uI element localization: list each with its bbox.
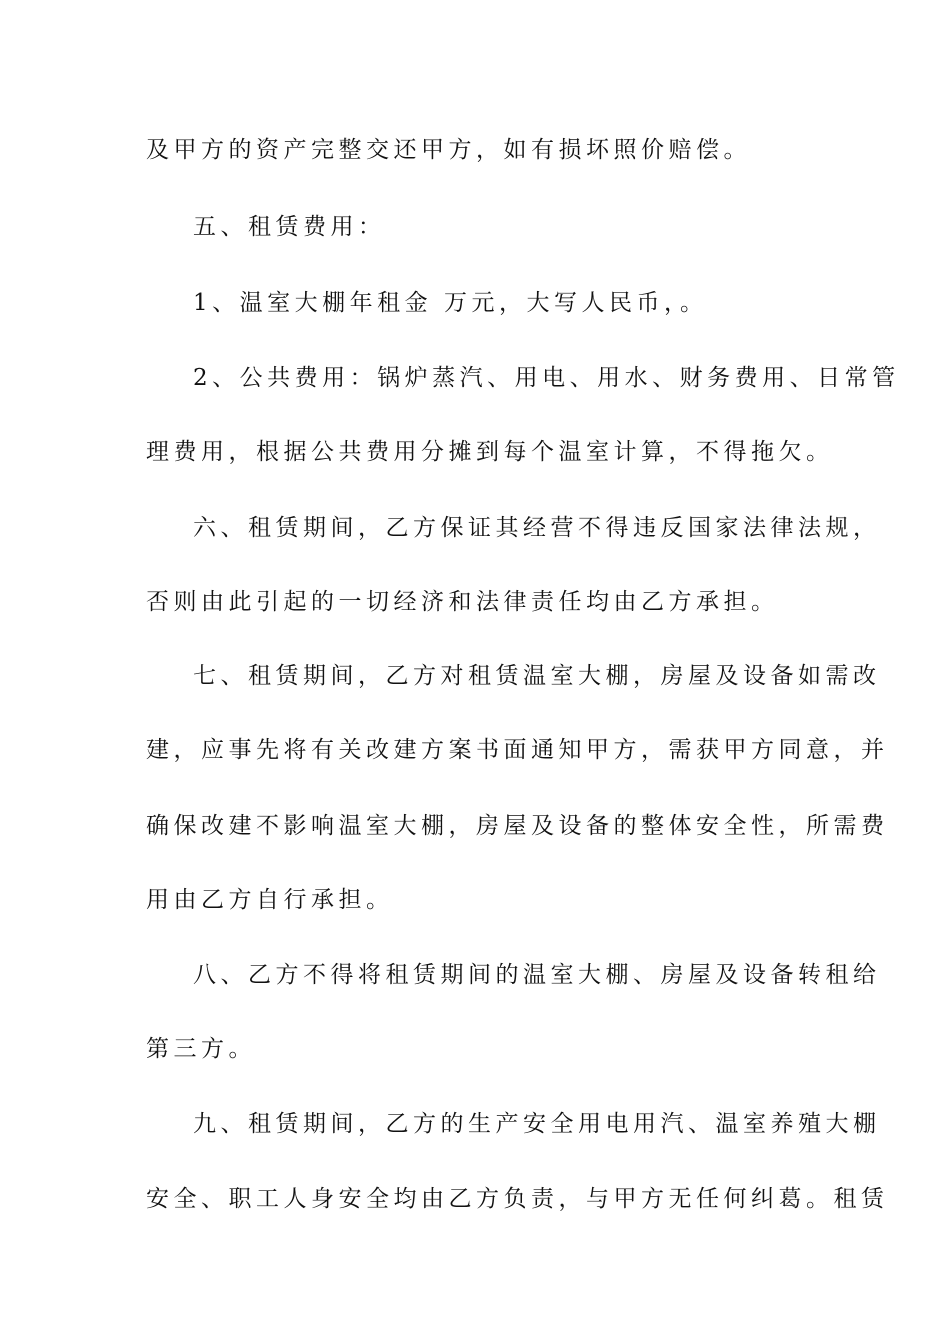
paragraph-line: 第三方。	[146, 1036, 256, 1062]
paragraph-line: 八、乙方不得将租赁期间的温室大棚、房屋及设备转租给	[193, 962, 881, 988]
paragraph-line: 七、租赁期间，乙方对租赁温室大棚，房屋及设备如需改	[193, 663, 881, 689]
paragraph-line: 1、温室大棚年租金 万元，大写人民币，。	[193, 290, 708, 316]
paragraph-line: 九、租赁期间，乙方的生产安全用电用汽、温室养殖大棚	[193, 1111, 881, 1137]
paragraph-line: 否则由此引起的一切经济和法律责任均由乙方承担。	[146, 589, 779, 615]
paragraph-line: 确保改建不影响温室大棚，房屋及设备的整体安全性，所需费	[146, 813, 889, 839]
paragraph-line: 六、租赁期间，乙方保证其经营不得违反国家法律法规，	[193, 515, 881, 541]
paragraph-line: 2、公共费用：锅炉蒸汽、用电、用水、财务费用、日常管	[193, 365, 900, 391]
paragraph-line: 用由乙方自行承担。	[146, 887, 394, 913]
section-heading: 五、租赁费用：	[193, 214, 386, 240]
paragraph-line: 安全、职工人身安全均由乙方负责，与甲方无任何纠葛。租赁	[146, 1186, 889, 1212]
paragraph-line: 建，应事先将有关改建方案书面通知甲方，需获甲方同意，并	[146, 737, 889, 763]
paragraph-line: 理费用，根据公共费用分摊到每个温室计算，不得拖欠。	[146, 439, 834, 465]
paragraph-line: 及甲方的资产完整交还甲方，如有损坏照价赔偿。	[146, 137, 751, 163]
